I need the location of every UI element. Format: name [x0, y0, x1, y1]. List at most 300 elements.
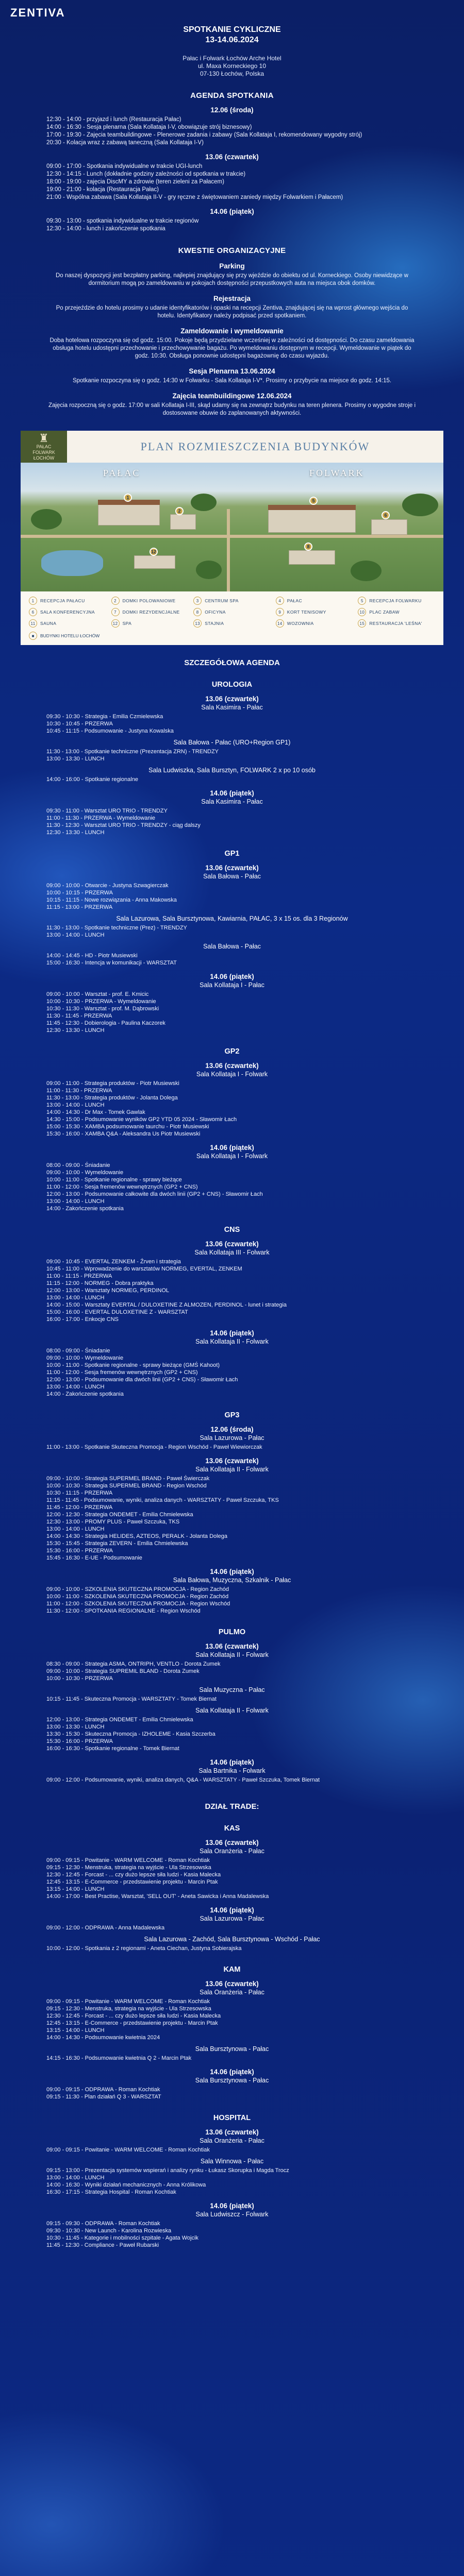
schedule-rows: [46, 2086, 418, 2100]
schedule-row: 11:15 - 11:45 - Podsumowanie, wyniki, analiza danych - WARSZTATY - Paweł Szczuka, TKS: [46, 1497, 279, 1503]
schedule-row: 12:30 - 12:45 - Forcast - ... czy dużo lepsze siła ludzi - Kasia Malecka: [46, 2013, 221, 2019]
legend-label: CENTRUM SPA: [205, 598, 239, 603]
room-label: Sala Kollataja III - Folwark: [194, 1249, 270, 1256]
day-title: 12.06 (środa): [210, 106, 254, 114]
schedule-rows: [46, 1444, 418, 1451]
schedule-row: 11:15 - 13:00 - PRZERWA: [46, 904, 113, 910]
day-title: 14.06 (piątek): [210, 2068, 254, 2076]
schedule-row: 16:30 - 17:15 - Strategia Hospital - Roman Kochtiak: [46, 2189, 176, 2195]
schedule-row: 15:30 - 16:00 - PRZERWA: [46, 1738, 113, 1744]
map-pin: 1: [124, 494, 132, 502]
header: [46, 0, 418, 417]
schedule-row: 10:00 - 11:00 - Spotkanie regionalne - sprawy bieżące: [46, 1177, 182, 1183]
track-section: [46, 850, 418, 1034]
legend-item: [29, 597, 106, 605]
day-title: 14.06 (piątek): [210, 1329, 254, 1337]
building-icon: ■: [29, 632, 37, 640]
track-title: HOSPITAL: [213, 2114, 251, 2122]
room-label: Sala Bałowa - Pałac (URO+Region GP1): [173, 739, 291, 746]
legend-number: 13: [193, 619, 202, 628]
schedule-row: 09:00 - 11:00 - Strategia produktów - Piotr Musiewski: [46, 1080, 179, 1087]
legend-label: RECEPCJA FOLWARKU: [369, 598, 422, 603]
room-label: Sala Winnowa - Pałac: [200, 2158, 264, 2165]
legend-item: [358, 619, 435, 628]
day-title: 13.06 (czwartek): [205, 1642, 259, 1650]
schedule-row: 12:30 - 13:30 - LUNCH: [46, 1027, 105, 1033]
schedule-rows: [46, 991, 418, 1034]
day-title: 14.06 (piątek): [210, 789, 254, 797]
schedule-row: 14:00 - 17:00 - Best Practise, Warsztat, 'SELL OUT' - Aneta Sawicka i Anna Madalewska: [46, 1893, 269, 1900]
track-title: GP1: [224, 850, 240, 858]
schedule-row: 10:00 - 10:30 - PRZERWA - Wymeldowanie: [46, 998, 156, 1005]
schedule-row: 09:00 - 10:00 - Strategia SUPREMIL BLAND - Dorota Zumek: [46, 1668, 200, 1674]
map-pin: 12: [150, 548, 158, 556]
schedule-rows: [46, 2167, 418, 2196]
schedule-row: 12:00 - 13:00 - Warsztaty NORMEG, PERDINOL: [46, 1287, 169, 1294]
trees: [191, 494, 217, 511]
map-title: PLAN ROZMIESZCZENIA BUDYNKÓW: [140, 440, 370, 453]
schedule-row: 13:00 - 14:00 - LUNCH: [46, 1198, 105, 1205]
schedule-row: 11:30 - 11:45 - PRZERWA: [46, 1013, 112, 1019]
schedule-row: 14:00 - 14:30 - Podsumowanie kwietnia 2024: [46, 2035, 160, 2041]
track-title: GP2: [224, 1047, 240, 1056]
lake: [41, 550, 103, 576]
track-title: KAS: [224, 1824, 240, 1833]
schedule-rows: [46, 116, 418, 147]
schedule-rows: [46, 1162, 418, 1212]
legend-item: [276, 619, 353, 628]
detailed-agenda-title: SZCZEGÓŁOWA AGENDA: [184, 658, 280, 667]
schedule-row: 09:00 - 10:00 - SZKOLENIA SKUTECZNA PROMOCJA - Region Zachód: [46, 1586, 229, 1592]
schedule-row: 13:00 - 14:00 - LUNCH: [46, 1295, 105, 1301]
legend-item: [29, 608, 106, 616]
track-section: [46, 1411, 418, 1615]
schedule-row: 15:00 - 16:00 - EVERTAL DULOXETINE Z - WARSZTAT: [46, 1309, 188, 1315]
org-item-text: Po przejeździe do hotelu prosimy o udanie identyfikatorów i opaski na recepcji Zentiva, znajdującej się na wprost głównego wejścia do hotelu. Identyfikatory należy podpisać przed spotkaniem.: [56, 305, 408, 319]
room-label: Sala Lazurowa, Sala Bursztynowa, Kawiarnia, PAŁAC, 3 x 15 os. dla 3 Regionów: [116, 915, 348, 922]
schedule-row: 10:00 - 10:30 - Strategia SUPERMEL BRAND - Region Wschód: [46, 1483, 207, 1489]
day-title: 12.06 (środa): [210, 1426, 254, 1433]
room-label: Sala Kollataja II - Folwark: [195, 1651, 269, 1658]
schedule-row: 10:30 - 11:45 - Kategorie i mobilności szpitale - Agata Wojcik: [46, 2235, 198, 2241]
map-legend: [21, 591, 443, 632]
legend-label: SPA: [122, 621, 132, 626]
org-item-text: Spotkanie rozpoczyna się o godz. 14:30 w Folwarku - Sala Kollataja I-V*. Prosimy o przybycie na miejsce do godz. 14:15.: [72, 378, 392, 384]
room-label: Sala Oranżeria - Pałac: [200, 2137, 264, 2144]
schedule-row: 09:15 - 12:30 - Menstruka, strategia na wyjście - Ula Strzesowska: [46, 2006, 211, 2012]
schedule-row: 09:15 - 13:00 - Prezentacja systemów wspierań i analizy rynku - Łukasz Skorupka i Magda Trocz: [46, 2167, 289, 2174]
schedule-row: 12:30 - 14:00 - przyjazd i lunch (Restauracja Pałac): [46, 116, 181, 123]
schedule-row: 20:30 - Kolacja wraz z zabawą taneczną (Sala Kollataja I-V): [46, 140, 204, 146]
folwark-building: [268, 509, 356, 533]
schedule-row: 09:00 - 10:00 - Strategia SUPERMEL BRAND - Paweł Świerczak: [46, 1476, 210, 1482]
schedule-rows: [46, 1776, 418, 1784]
schedule-row: 09:00 - 10:00 - Otwarcie - Justyna Szwagierczak: [46, 883, 169, 889]
track-title: CNS: [224, 1226, 240, 1234]
brand-logo: ZENTIVA: [10, 6, 65, 19]
schedule-row: 13:00 - 13:30 - LUNCH: [46, 1724, 105, 1730]
legend-label: PLAC ZABAW: [369, 609, 400, 615]
trees: [196, 561, 222, 579]
legend-number: 12: [111, 619, 120, 628]
folwark-roof: [268, 505, 356, 510]
legend-number: 14: [276, 619, 284, 628]
room-label: Sala Lazurowa - Pałac: [200, 1915, 264, 1922]
room-label: Sala Bałowa, Muzyczna, Szkalnik - Pałac: [173, 1577, 291, 1584]
map-area-label: PAŁAC: [103, 468, 141, 478]
room-label: Sala Ludwiszka, Sala Bursztyn, FOLWARK 2 x po 10 osób: [148, 767, 316, 774]
schedule-row: 10:30 - 11:30 - Warsztat - prof. M. Dąbrowski: [46, 1006, 159, 1012]
map-pin: 6: [382, 511, 390, 519]
map-pin: 2: [175, 507, 184, 515]
track-title: GP3: [224, 1411, 240, 1419]
schedule-row: 16:00 - 16:30 - Spotkanie regionalne - Tomek Biernat: [46, 1745, 179, 1752]
schedule-rows: [46, 924, 418, 939]
schedule-row: 12:00 - 12:30 - Strategia ONDEMET - Emilia Chmielewska: [46, 1512, 193, 1518]
trees: [351, 561, 382, 581]
day-title: 13.06 (czwartek): [205, 695, 259, 703]
schedule-row: 11:45 - 12:00 - PRZERWA: [46, 1504, 113, 1511]
day-title: 13.06 (czwartek): [205, 1240, 259, 1248]
room-label: Sala Kollataja I - Folwark: [196, 1071, 268, 1078]
schedule-row: 13:30 - 15:30 - Skuteczna Promocja - IZHOLEME - Kasia Szczerba: [46, 1731, 216, 1737]
schedule-rows: [46, 1945, 418, 1952]
map-header: [21, 431, 443, 463]
legend-number: 6: [29, 608, 37, 616]
building: [170, 514, 196, 530]
schedule-row: 13:00 - 14:00 - LUNCH: [46, 2175, 105, 2181]
schedule-row: 15:00 - 16:30 - Intencja w komunikacji - WARSZTAT: [46, 960, 177, 966]
schedule-row: 13:15 - 14:00 - LUNCH: [46, 1886, 105, 1892]
legend-label: RESTAURACJA 'LEŚNA': [369, 621, 422, 626]
org-item-text: Zajęcia rozpoczną się o godz. 17:00 w sali Kollataja I-III, skąd udamy się na zewnątrz budynku na teren plenera. Prosimy o wygodne stroje i dostosowane obuwie do zaplanowanych aktywności.: [48, 402, 416, 416]
schedule-rows: [46, 1696, 418, 1703]
schedule-row: 10:30 - 10:45 - PRZERWA: [46, 721, 113, 727]
schedule-row: 14:00 - Zakończenie spotkania: [46, 1206, 124, 1212]
schedule-row: 11:00 - 11:30 - PRZERWA: [46, 1088, 112, 1094]
schedule-row: 09:00 - 17:00 - Spotkania indywidualne w trakcie UGI-lunch: [46, 163, 203, 170]
track-title: KAM: [223, 1965, 241, 1974]
schedule-row: 11:00 - 13:00 - Spotkanie Skuteczna Promocja - Region Wschód - Paweł Wiewiorczak: [46, 1444, 262, 1450]
legend-label: OFICYNA: [205, 609, 226, 615]
legend-label: WOZOWNIA: [287, 621, 314, 626]
schedule-row: 09:00 - 09:15 - ODPRAWA - Roman Kochtiak: [46, 2087, 160, 2093]
org-item-title: Parking: [219, 262, 245, 270]
schedule-row: 09:00 - 09:15 - Powitanie - WARM WELCOME - Roman Kochtiak: [46, 2147, 210, 2153]
schedule-row: 14:00 - 16:30 - Wyniki działań mechanicznych - Anna Królikowa: [46, 2182, 206, 2188]
day-title: 14.06 (piątek): [210, 208, 254, 215]
trees: [31, 509, 62, 530]
schedule-row: 10:00 - 11:00 - SZKOLENIA SKUTECZNA PROMOCJA - Region Zachód: [46, 1594, 229, 1600]
schedule-rows: [46, 1258, 418, 1323]
schedule-row: 09:00 - 10:00 - Warsztat - prof. E. Kmicic: [46, 991, 149, 997]
schedule-row: 09:00 - 12:00 - ODPRAWA - Anna Madalewska: [46, 1925, 165, 1931]
schedule-row: 14:15 - 16:30 - Podsumowanie kwietnia Q 2 - Marcin Ptak: [46, 2055, 192, 2061]
schedule-row: 12:45 - 13:15 - E-Commerce - przedstawienie projektu - Marcin Ptak: [46, 2020, 218, 2026]
legend-item: [29, 619, 106, 628]
legend-item: [111, 608, 189, 616]
schedule-row: 13:15 - 14:00 - LUNCH: [46, 2027, 105, 2033]
schedule-row: 09:15 - 11:30 - Plan działań Q 3 - WARSZTAT: [46, 2094, 161, 2100]
room-label: Sala Bartnika - Folwark: [198, 1767, 266, 1774]
map-footer-label: BUDYNKI HOTELU ŁOCHÓW: [40, 633, 100, 638]
org-item-title: Zameldowanie i wymeldowanie: [180, 327, 284, 335]
schedule-row: 10:00 - 10:30 - PRZERWA: [46, 1675, 113, 1682]
schedule-rows: [46, 1586, 418, 1615]
org-section: [46, 262, 418, 417]
schedule-row: 09:00 - 10:45 - EVERTAL ZENKEM - Źrven i strategia: [46, 1259, 181, 1265]
legend-number: 11: [29, 619, 37, 628]
legend-item: [193, 608, 271, 616]
org-item-text: Doba hotelowa rozpoczyna się od godz. 15:00. Pokoje będą przydzielane wcześniej w zależności od dostępności. Do czasu zameldowania obsługa hotelu udostępni przechowanie i przechowywanie bagażu. Po wymeldowaniu dostępnym w recepcji. Wymeldowanie w piątek do godz. 10:30. Obsługa ponownie udostępni bagażownię do czasu wyjazdu.: [49, 337, 415, 359]
schedule-row: 15:30 - 15:45 - Strategia ZEVERN - Emilia Chmielewska: [46, 1540, 188, 1547]
schedule-rows: [46, 1660, 418, 1682]
schedule-row: 10:45 - 11:00 - Wprowadzenie do warsztatów NORMEG, EVERTAL, ZENKEM: [46, 1266, 242, 1272]
schedule-row: 15:00 - 15:30 - XAMBA podsumowanie taurchu - Piotr Musiewski: [46, 1124, 209, 1130]
venue-crest-icon: ♜: [39, 431, 49, 445]
day-title: 13.06 (czwartek): [205, 1062, 259, 1070]
schedule-row: 11:30 - 13:00 - Spotkanie techniczne (Prez) - TRENDZY: [46, 925, 187, 931]
room-label: Sala Bursztynowa - Pałac: [195, 2045, 269, 2053]
road: [21, 535, 443, 538]
detailed-agenda: [46, 658, 418, 2249]
schedule-row: 11:30 - 12:30 - Warsztat URO TRIO - TRENDZY - ciąg dalszy: [46, 822, 201, 828]
schedule-row: 14:00 - 14:45 - HD - Piotr Musiewski: [46, 953, 138, 959]
schedule-row: 09:15 - 12:30 - Menstruka, strategia na wyjście - Ula Strzesowska: [46, 1865, 211, 1871]
map-legend-footer: [21, 632, 443, 645]
schedule-row: 11:30 - 12:00 - SPOTKANIA REGIONALNE - Region Wschód: [46, 1608, 201, 1614]
schedule-row: 09:00 - 12:00 - Podsumowanie, wyniki, analiza danych, Q&A - WARSZTATY - Paweł Szczuka, Tomek Biernat: [46, 1777, 320, 1783]
schedule-row: 11:45 - 12:30 - Dobierologia - Paulina Kaczorek: [46, 1020, 165, 1026]
schedule-row: 13:00 - 14:00 - LUNCH: [46, 932, 105, 938]
schedule-row: 09:00 - 09:15 - Powitanie - WARM WELCOME - Roman Kochtiak: [46, 1857, 210, 1863]
legend-item: [276, 608, 353, 616]
schedule-row: 15:45 - 16:30 - E-UE - Podsumowanie: [46, 1555, 142, 1561]
day-title: 14.06 (piątek): [210, 973, 254, 980]
day-title: 14.06 (piątek): [210, 1144, 254, 1151]
legend-label: PAŁAC: [287, 598, 303, 603]
trade-division-title: DZIAŁ TRADE:: [205, 1802, 259, 1811]
track-section: [46, 1226, 418, 1398]
schedule-rows: [46, 1998, 418, 2041]
room-label: Sala Bałowa - Pałac: [203, 943, 261, 950]
schedule-row: 08:30 - 09:00 - Strategia ASMA, ONTRIPH, VENTLO - Dorota Zumek: [46, 1661, 221, 1667]
org-item-title: Zajęcia teambuildingowe 12.06.2024: [172, 392, 292, 400]
schedule-row: 21:00 - Wspólna zabawa (Sala Kollataja II-V - gry ręczne z świętowaniem zaniedy między Folwarkiem i Pałacem): [46, 194, 343, 200]
schedule-rows: [46, 217, 418, 233]
schedule-rows: [46, 776, 418, 783]
room-label: Sala Kollataja II - Folwark: [195, 1707, 269, 1714]
legend-label: STAJNIA: [205, 621, 224, 626]
day-title: 13.06 (czwartek): [205, 153, 259, 161]
schedule-row: 13:00 - 14:00 - LUNCH: [46, 1102, 105, 1108]
room-label: Sala Kollataja I - Pałac: [200, 981, 264, 989]
legend-number: 15: [358, 619, 366, 628]
schedule-rows: [46, 748, 418, 762]
schedule-row: 15:30 - 16:00 - XAMBA Q&A - Aleksandra Us Piotr Musiewski: [46, 1131, 201, 1137]
venue-logo-text: FOLWARK: [32, 449, 55, 455]
day-title: 13.06 (czwartek): [205, 1457, 259, 1465]
legend-label: SAUNA: [40, 621, 57, 626]
room-label: Sala Bursztynowa - Pałac: [195, 2077, 269, 2084]
map-pin: 5: [309, 497, 318, 505]
schedule-rows: [46, 1716, 418, 1752]
room-label: Sala Kasimira - Pałac: [201, 704, 263, 711]
org-item-title: Rejestracja: [213, 295, 251, 302]
legend-item: [358, 608, 435, 616]
schedule-row: 14:00 - Zakończenie spotkania: [46, 1391, 124, 1397]
schedule-rows: [46, 2146, 418, 2154]
map-illustration: [21, 463, 443, 591]
day-title: 14.06 (piątek): [210, 1568, 254, 1575]
schedule-row: 12:00 - 13:00 - Podsumowanie całkowite dla dwóch linii (GP2 + CNS) - Sławomir Łach: [46, 1191, 263, 1197]
legend-label: KORT TENISOWY: [287, 609, 326, 615]
schedule-row: 13:00 - 13:30 - LUNCH: [46, 756, 105, 762]
org-item-text: Do naszej dyspozycji jest bezpłatny parking, najlepiej znajdujący się przy wjeździe do obiektu od ul. Korneckiego. Osoby niewidzące w dormitorium mogą po zameldowaniu w pokojach dostępności przepustkowych auta na miejsca obok domków.: [56, 273, 408, 286]
room-label: Sala Bałowa - Pałac: [203, 873, 261, 880]
legend-item: [358, 597, 435, 605]
day-title: 14.06 (piątek): [210, 1906, 254, 1914]
schedule-row: 10:00 - 11:00 - Spotkanie regionalne - sprawy bieżące (GMŚ Kahoot): [46, 1362, 220, 1368]
schedule-row: 14:00 - 15:00 - Warsztaty EVERTAL / DULOXETINE Z ALMOZEN, PERDINOL - lunet i strategia: [46, 1302, 287, 1308]
room-label: Sala Oranżeria - Pałac: [200, 1848, 264, 1855]
legend-item: [276, 597, 353, 605]
schedule-row: 12:30 - 14:15 - Lunch (dokładnie godziny zależności od spotkania w trakcie): [46, 171, 246, 177]
room-label: Sala Lazurowa - Pałac: [200, 1434, 264, 1442]
day-title: 13.06 (czwartek): [205, 2128, 259, 2136]
track-section: [46, 1824, 418, 1952]
day-title: 13.06 (czwartek): [205, 1980, 259, 1988]
schedule-row: 14:00 - 16:30 - Sesja plenarna (Sala Kollataja I-V, obowiązuje strój biznesowy): [46, 124, 252, 130]
legend-item: [193, 597, 271, 605]
legend-label: DOMKI REZYDENCJALNE: [122, 609, 180, 615]
schedule-row: 09:00 - 10:00 - Wymeldowanie: [46, 1170, 124, 1176]
schedule-row: 09:30 - 11:00 - Warsztat URO TRIO - TRENDZY: [46, 808, 168, 814]
legend-item: [193, 619, 271, 628]
legend-number: 2: [111, 597, 120, 605]
schedule-rows: [46, 1857, 418, 1900]
room-label: Sala Kollataja II - Folwark: [195, 1466, 269, 1473]
schedule-rows: [46, 952, 418, 967]
legend-number: 9: [276, 608, 284, 616]
schedule-row: 11:00 - 12:00 - Sesja fremenów wewnętrznych (GP2 + CNS): [46, 1369, 198, 1376]
schedule-row: 11:00 - 12:00 - Sesja fremenów wewnętrznych (GP2 + CNS): [46, 1184, 198, 1190]
schedule-row: 11:00 - 11:30 - PRZERWA - Wymeldowanie: [46, 815, 156, 821]
schedule-rows: [46, 1080, 418, 1138]
schedule-rows: [46, 2220, 418, 2249]
schedule-rows: [46, 807, 418, 836]
schedule-row: 12:45 - 13:15 - E-Commerce - przedstawienie projektu - Marcin Ptak: [46, 1879, 218, 1885]
schedule-row: 19:00 - 21:00 - kolacja (Restauracja Pałac): [46, 187, 159, 193]
track-section: [46, 681, 418, 836]
schedule-row: 09:00 - 09:15 - Powitanie - WARM WELCOME - Roman Kochtiak: [46, 1998, 210, 2005]
road: [227, 509, 230, 591]
map-area-label: FOLWARK: [309, 468, 364, 478]
schedule-rows: [46, 1924, 418, 1931]
day-title: 13.06 (czwartek): [205, 864, 259, 872]
schedule-row: 14:00 - 16:00 - Spotkanie regionalne: [46, 776, 138, 783]
event-title: SPOTKANIE CYKLICZNE: [183, 25, 281, 34]
legend-number: 7: [111, 608, 120, 616]
schedule-row: 10:00 - 10:15 - PRZERWA: [46, 890, 113, 896]
track-title: UROLOGIA: [211, 681, 253, 689]
legend-number: 10: [358, 608, 366, 616]
legend-label: DOMKI POLOWANIOWE: [122, 598, 176, 603]
schedule-row: 11:00 - 11:15 - PRZERWA: [46, 1273, 112, 1279]
room-label: Sala Oranżeria - Pałac: [200, 1989, 264, 1996]
schedule-row: 12:00 - 13:00 - Strategia ONDEMET - Emilia Chmielewska: [46, 1717, 193, 1723]
schedule-row: 09:30 - 13:00 - spotkania indywidualne w trakcie regionów: [46, 218, 199, 224]
tracks: [46, 681, 418, 1784]
schedule-row: 12:30 - 13:00 - PROMY PLUS - Paweł Szczuka, TKS: [46, 1519, 180, 1525]
building: [371, 519, 407, 535]
event-address: [46, 55, 418, 78]
venue-logo: [21, 431, 67, 463]
schedule-row: 10:00 - 12:00 - Spotkania z 2 regionami - Aneta Ciechan, Justyna Sobierajska: [46, 1945, 242, 1952]
schedule-row: 12:30 - 12:45 - Forcast - ... czy dużo lepsze siła ludzi - Kasia Malecka: [46, 1872, 221, 1878]
schedule-rows: [46, 882, 418, 911]
schedule-row: 09:30 - 10:30 - New Launch - Karolina Rozwieska: [46, 2228, 172, 2234]
schedule-row: 12:30 - 13:30 - LUNCH: [46, 829, 105, 836]
room-label: Sala Kasimira - Pałac: [201, 798, 263, 805]
legend-item: [111, 619, 189, 628]
schedule-row: 13:00 - 14:00 - LUNCH: [46, 1384, 105, 1390]
schedule-rows: [46, 1475, 418, 1562]
legend-number: 1: [29, 597, 37, 605]
legend-item: [111, 597, 189, 605]
schedule-row: 14:00 - 14:30 - Strategia HELIDES, AZTEOS, PERALK - Jolanta Dolega: [46, 1533, 227, 1539]
track-section: [46, 1628, 418, 1784]
day-title: 13.06 (czwartek): [205, 1839, 259, 1846]
palace-building: [98, 504, 160, 526]
venue-logo-text: PAŁAC: [36, 444, 52, 449]
room-label: Sala Lazurowa - Zachód, Sala Bursztynowa - Wschód - Pałac: [144, 1936, 320, 1943]
schedule-row: 09:30 - 10:30 - Strategia - Emilia Czmielewska: [46, 714, 163, 720]
schedule-row: 14:30 - 15:00 - Podsumowanie wyników GP2 YTD 05 2024 - Sławomir Łach: [46, 1116, 237, 1123]
legend-number: 8: [193, 608, 202, 616]
schedule-row: 16:00 - 17:00 - Enkocje CNS: [46, 1316, 119, 1323]
org-item-title: Sesja Plenarna 13.06.2024: [189, 367, 275, 375]
schedule-row: 09:00 - 10:00 - Wymeldowanie: [46, 1355, 124, 1361]
schedule-row: 11:15 - 12:00 - NORMEG - Dobra praktyka: [46, 1280, 154, 1286]
schedule-row: 11:30 - 13:00 - Strategia produktów - Jolanta Dolega: [46, 1095, 178, 1101]
schedule-rows: [46, 713, 418, 735]
room-label: Sala Kollataja II - Folwark: [195, 1338, 269, 1345]
event-dates: 13-14.06.2024: [205, 36, 259, 44]
schedule-row: 10:15 - 11:15 - Nowe rozwiązania - Anna Makowska: [46, 897, 177, 903]
legend-number: 3: [193, 597, 202, 605]
room-label: Sala Kollataja I - Folwark: [196, 1153, 268, 1160]
legend-number: 5: [358, 597, 366, 605]
track-section: [46, 2114, 418, 2249]
trees: [402, 494, 438, 516]
schedule-row: 11:45 - 12:30 - Compliance - Paweł Rubarski: [46, 2242, 159, 2248]
schedule-row: 08:00 - 09:00 - Śniadanie: [46, 1162, 110, 1168]
track-section: [46, 1047, 418, 1212]
schedule-row: 14:00 - 14:30 - Dr Max - Tomek Gawlak: [46, 1109, 145, 1115]
schedule-row: 15:30 - 16:00 - PRZERWA: [46, 1548, 113, 1554]
schedule-row: 11:30 - 13:00 - Spotkanie techniczne (Prezentacja ZRN) - TRENDZY: [46, 749, 219, 755]
schedule-row: 12:30 - 14:00 - lunch i zakończenie spotkania: [46, 226, 165, 232]
schedule-rows: [46, 1347, 418, 1398]
schedule-row: 12:00 - 13:00 - Podsumowanie dla dwóch linii (GP2 + CNS) - Sławomir Łach: [46, 1377, 238, 1383]
day-title: 14.06 (piątek): [210, 2202, 254, 2210]
schedule-rows: [46, 2055, 418, 2062]
building: [289, 550, 335, 565]
address-line: ul. Maxa Korneckiego 10: [197, 62, 267, 70]
track-title: PULMO: [218, 1628, 246, 1636]
track-section: [46, 1965, 418, 2100]
